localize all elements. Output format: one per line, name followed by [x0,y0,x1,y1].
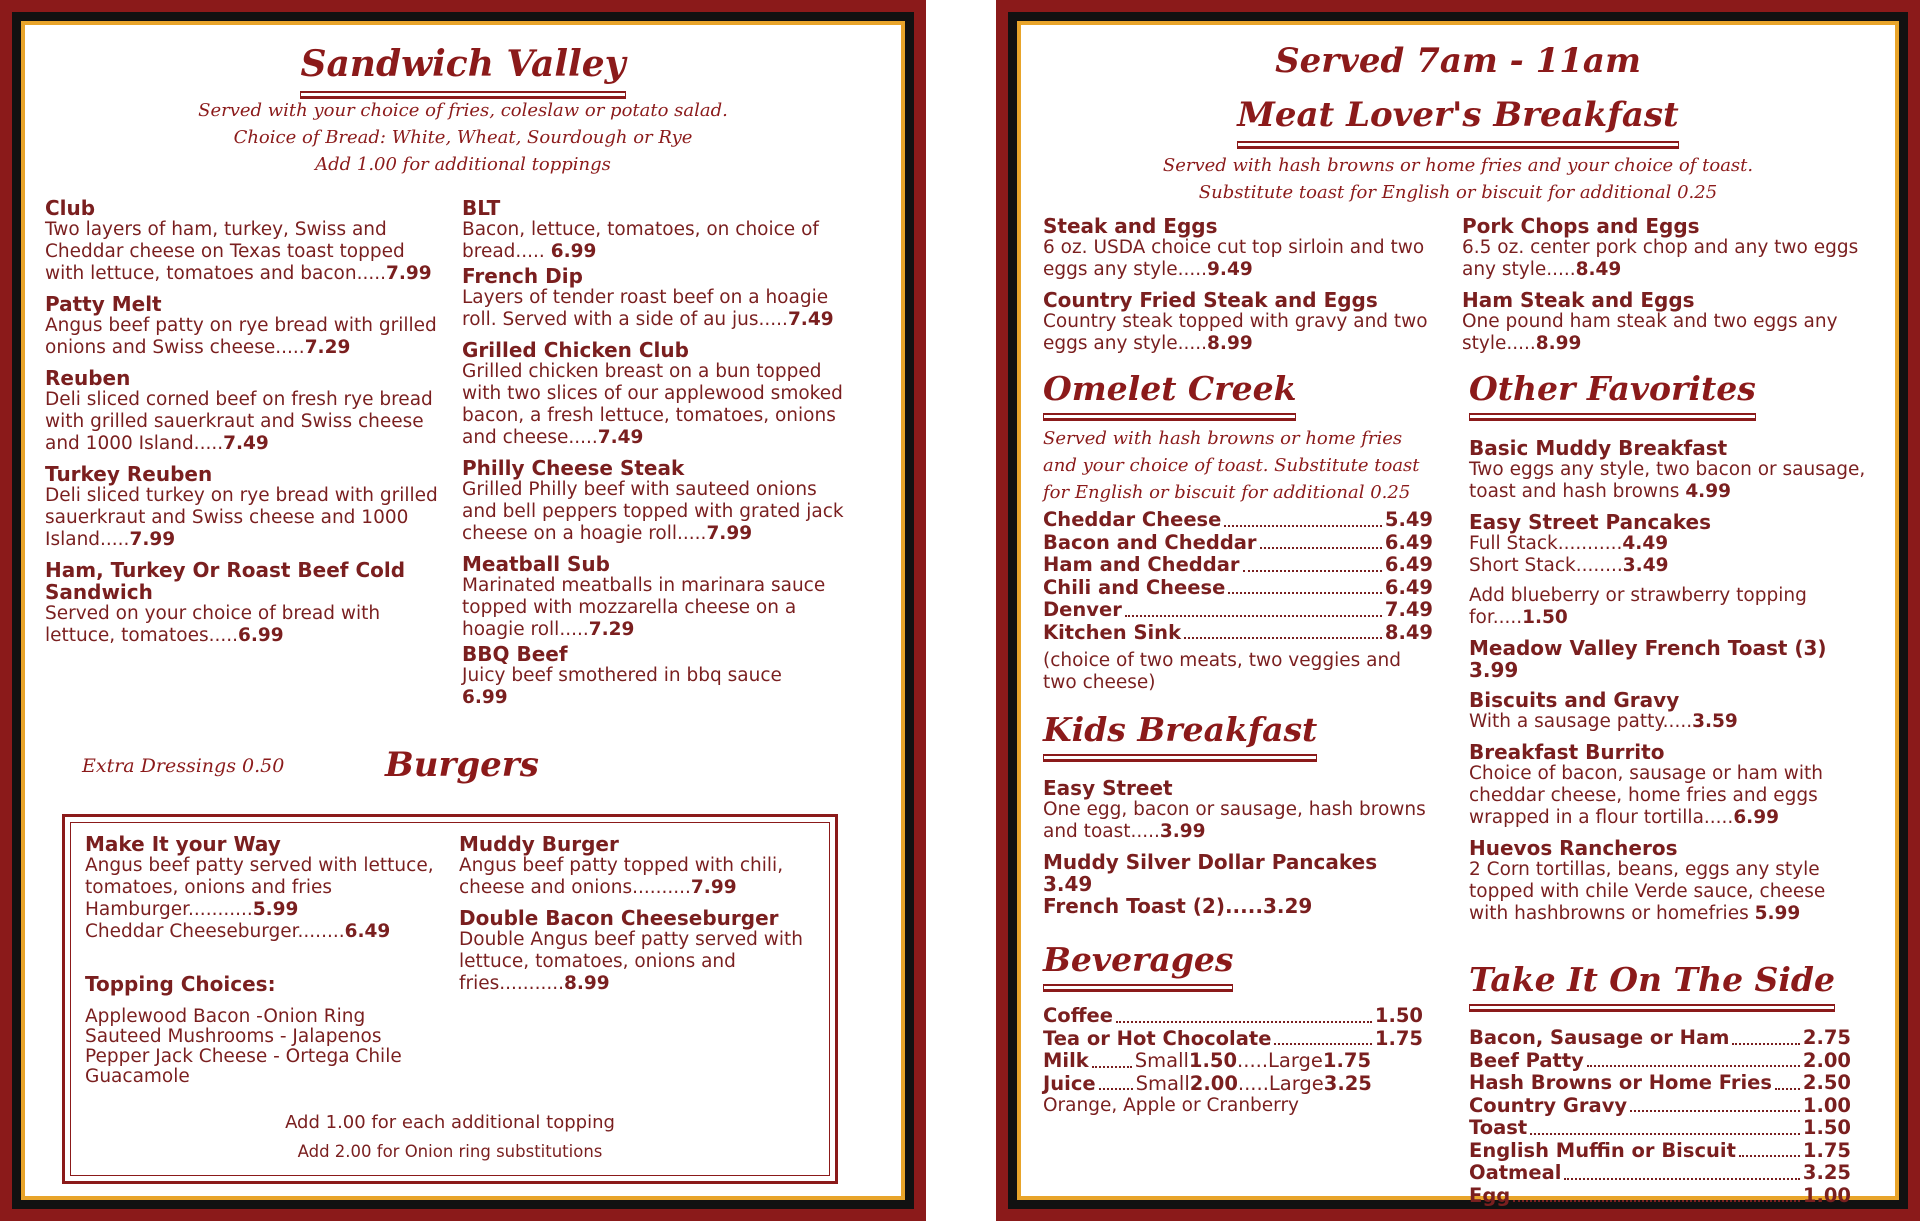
menu-item: Muddy Silver Dollar Pancakes 3.49 [1043,850,1378,896]
menu-item: Turkey Reuben Deli sliced turkey on rye bread with grilled sauerkraut and Swiss cheese and 1000 Island.....7.99 [45,462,438,550]
menu-item: Ham Steak and Eggs One pound ham steak and two eggs any style.....8.99 [1462,288,1838,354]
menu-item: BBQ Beef Juicy beef smothered in bbq sauce 6.99 [462,642,782,708]
omelet-list [1043,509,1433,694]
add-onion-note: Add 2.00 for Onion ring substitutions [297,1142,603,1161]
side-item: Hash Browns or Home Fries 2.50 [1469,1071,1851,1094]
sandwich-column-1 [45,197,440,655]
menu-item: Biscuits and Gravy With a sausage patty.....3.59 [1469,688,1738,732]
burgers-box [62,814,838,1184]
kids-list [1043,777,1438,917]
menu-item: Meadow Valley French Toast (3) 3.99 [1469,636,1827,682]
breakfast-menu-page [996,0,1920,1221]
side-item: Oatmeal 3.25 [1469,1161,1851,1184]
menu-item: Pork Chops and Eggs 6.5 oz. center pork chop and any two eggs any style.....8.49 [1462,214,1859,280]
side-title: Take It On The Side [1469,960,1835,1006]
juice-note: Orange, Apple or Cranberry [1043,1095,1300,1116]
topping-choice: Sauteed Mushrooms - Jalapenos [85,1026,382,1047]
omelet-note: Served with hash browns or home fries and your choice of toast. Substitute toast for English or biscuit for additional 0.25 [1043,428,1420,503]
menu-item: BLT Bacon, lettuce, tomatoes, on choice of bread..... 6.99 [462,196,819,262]
side-item: Toast 1.50 [1469,1116,1851,1139]
side-item: Bacon, Sausage or Ham 2.75 [1469,1026,1851,1049]
omelet-item: Cheddar Cheese 5.49 [1043,508,1433,531]
breakfast-notes [1021,152,1895,206]
burger-column-2 [459,833,819,1003]
menu-item: Muddy Burger Angus beef patty topped with chili, cheese and onions..........7.99 [459,832,784,898]
menu-item: Club Two layers of ham, turkey, Swiss and Cheddar cheese on Texas toast topped with lettuce, tomatoes and bacon.....7.99 [45,196,432,284]
menu-item: Easy Street Pancakes Full Stack...........4.49 Short Stack........3.49 Add blueberry or strawberry topping for.....1.50 [1469,510,1807,628]
beverages-title: Beverages [1043,940,1233,986]
beverage-item: Milk Small 1.50 .....Large 1.75 [1043,1049,1372,1072]
menu-item: Basic Muddy Breakfast Two eggs any style, two bacon or sausage, toast and hash browns 4.99 [1469,436,1866,502]
sandwich-column-2 [462,197,857,717]
meat-column-2 [1462,215,1862,363]
menu-item: Patty Melt Angus beef patty on rye bread with grilled onions and Swiss cheese.....7.29 [45,292,437,358]
menu-item: Double Bacon Cheeseburger Double Angus beef patty served with lettuce, tomatoes, onions and fries...........8.99 [459,906,803,994]
beverages-list [1043,1005,1423,1117]
omelet-footnote: (choice of two meats, two veggies and two cheese) [1043,650,1401,693]
side-item: Country Gravy 1.00 [1469,1093,1851,1117]
sandwich-menu-page [0,0,926,1221]
menu-item: Philly Cheese Steak Grilled Philly beef with sauteed onions and bell peppers topped with grated jack cheese on a hoagie roll.....7.99 [462,456,844,544]
menu-item: Country Fried Steak and Eggs Country steak topped with gravy and two eggs any style.....8.99 [1043,288,1428,354]
omelet-item: Denver 7.49 [1043,598,1433,621]
menu-item: French Toast (2).....3.29 [1043,894,1313,918]
side-item: English Muffin or Biscuit 1.75 [1469,1138,1851,1162]
menu-item: Meatball Sub Marinated meatballs in marinara sauce topped with mozzarella cheese on a hoagie roll.....7.29 [462,552,826,640]
omelet-item: Chili and Cheese 6.49 [1043,575,1433,599]
burgers-title: Burgers [385,745,539,785]
note-line: Served with your choice of fries, coleslaw or potato salad. [198,100,728,121]
page-title: Meat Lover's Breakfast [1021,95,1895,143]
side-item: Egg 1.00 [1469,1183,1851,1207]
beverage-item: Juice Small 2.00 .....Large 3.25 [1043,1071,1372,1095]
menu-item: Ham, Turkey Or Roast Beef Cold Sandwich Served on your choice of bread with lettuce, tomatoes.....6.99 [45,558,406,646]
note-line: Substitute toast for English or biscuit for additional 0.25 [1198,182,1718,203]
menu-item: Grilled Chicken Club Grilled chicken breast on a bun topped with two slices of our applewood smoked bacon, a fresh lettuce, tomatoes, onions and cheese.....7.49 [462,338,843,448]
side-list [1469,1027,1851,1207]
omelet-item: Bacon and Cheddar 6.49 [1043,530,1433,554]
meat-column-1 [1043,215,1438,363]
add-topping-note: Add 1.00 for each additional topping [285,1112,615,1133]
menu-item: French Dip Layers of tender roast beef on a hoagie roll. Served with a side of au jus.....7.49 [462,264,834,330]
side-item: Beef Patty 2.00 [1469,1048,1851,1072]
burger-column-1: Make It your Way Angus beef patty served with lettuce, tomatoes, onions and fries Hamburger...........5.99 Cheddar Cheeseburger........6.49 Topping Choices: Applewood Bacon -Onion Ring Sauteed Mushrooms - Jalapenos Pepper Jack Cheese - Ortega Chile Guacamole [85,833,445,1087]
topping-choice: Pepper Jack Cheese - Ortega Chile [85,1046,402,1067]
favorites-list [1469,437,1869,933]
sandwich-notes [25,97,901,178]
note-line: Choice of Bread: White, Wheat, Sourdough or Rye [233,127,693,148]
kids-title: Kids Breakfast [1043,710,1317,756]
topping-choice: Guacamole [85,1066,190,1087]
beverage-item: Tea or Hot Chocolate 1.75 [1043,1026,1423,1050]
page-title: Sandwich Valley [25,43,901,93]
beverage-item: Coffee 1.50 [1043,1004,1423,1027]
menu-item: Steak and Eggs 6 oz. USDA choice cut top sirloin and two eggs any style.....9.49 [1043,214,1425,280]
omelet-title: Omelet Creek [1043,369,1296,415]
omelet-item: Ham and Cheddar 6.49 [1043,553,1433,576]
favorites-title: Other Favorites [1469,369,1756,415]
note-line: Served with hash browns or home fries and your choice of toast. [1162,155,1754,176]
note-line: Add 1.00 for additional toppings [315,154,611,175]
menu-item: Reuben Deli sliced corned beef on fresh rye bread with grilled sauerkraut and Swiss cheese and 1000 Island.....7.49 [45,366,433,454]
menu-item: Breakfast Burrito Choice of bacon, sausage or ham with cheddar cheese, home fries and eggs wrapped in a flour tortilla.....6.99 [1469,740,1824,828]
menu-item: Easy Street One egg, bacon or sausage, hash browns and toast.....3.99 [1043,776,1426,842]
menu-item: Huevos Rancheros 2 Corn tortillas, beans, eggs any style topped with chile Verde sauce, cheese with hashbrowns or homefries 5.99 [1469,836,1826,924]
served-hours: Served 7am - 11am [1275,41,1641,81]
omelet-item: Kitchen Sink 8.49 [1043,620,1433,644]
extra-dressings: Extra Dressings 0.50 [82,755,285,777]
topping-choice: Applewood Bacon -Onion Ring [85,1006,366,1027]
